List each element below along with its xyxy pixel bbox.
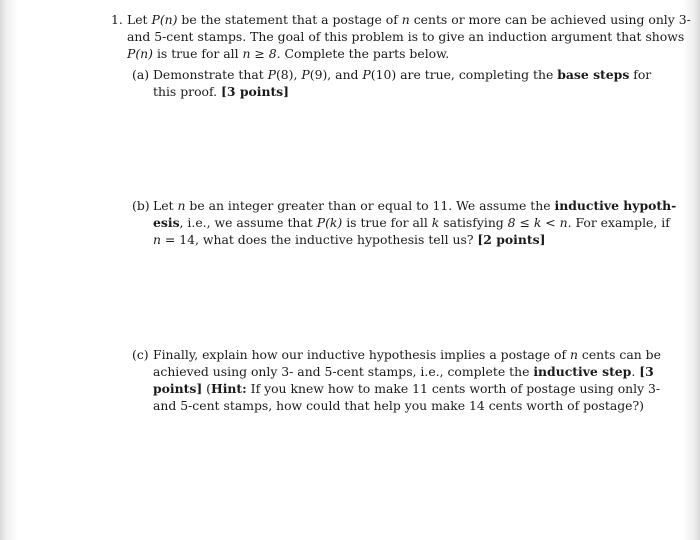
math-expression: n <box>569 347 578 362</box>
part-b-label: (b) <box>132 198 150 213</box>
math-expression: P <box>301 67 310 82</box>
emphasis-text: inductive step <box>533 364 632 379</box>
math-expression: P <box>267 67 276 82</box>
math-expression: P(n) <box>151 12 178 27</box>
emphasis-text: esis <box>153 215 180 230</box>
part-a-label: (a) <box>132 67 150 82</box>
part-b-line: Let n be an integer greater than or equal to 11. We assume the inductive hypoth- <box>153 198 677 213</box>
problem-number: 1. <box>111 12 123 27</box>
emphasis-text: Hint: <box>211 381 247 396</box>
emphasis-text: inductive hypoth- <box>554 198 677 213</box>
math-expression: n <box>153 232 161 247</box>
math-expression: n <box>401 12 410 27</box>
part-c-line: points] (Hint: If you knew how to make 11 cents worth of postage using only 3- <box>153 381 661 396</box>
math-expression: P <box>362 67 371 82</box>
part-c-line: achieved using only 3- and 5-cent stamps, i.e., complete the inductive step. [3 <box>153 364 654 379</box>
problem-intro-line: P(n) is true for all n ≥ 8. Complete the parts below. <box>127 46 450 61</box>
part-c-line: and 5-cent stamps, how could that help you make 14 cents worth of postage?) <box>153 398 644 413</box>
part-a-line: this proof. [3 points] <box>153 84 290 99</box>
math-expression: P(k) <box>316 215 343 230</box>
math-expression: n <box>177 198 186 213</box>
math-expression: P(n) <box>127 46 153 61</box>
part-b-line: n = 14, what does the inductive hypothesis tell us? [2 points] <box>153 232 546 247</box>
emphasis-text: points] <box>153 381 203 396</box>
part-c-line: Finally, explain how our inductive hypothesis implies a postage of n cents can be <box>153 347 661 362</box>
part-a-line: Demonstrate that P(8), P(9), and P(10) are true, completing the base steps for <box>153 67 652 82</box>
problem-intro-line: Let P(n) be the statement that a postage of n cents or more can be achieved using only 3- <box>127 12 691 27</box>
math-expression: 8 ≤ k < n <box>507 215 568 230</box>
emphasis-text: base steps <box>557 67 630 82</box>
math-expression: k <box>431 215 440 230</box>
part-b-line: esis, i.e., we assume that P(k) is true for all k satisfying 8 ≤ k < n. For example, if <box>153 215 670 230</box>
emphasis-text: [3 points] <box>221 84 290 99</box>
emphasis-text: [2 points] <box>477 232 546 247</box>
problem-intro-line: and 5-cent stamps. The goal of this problem is to give an induction argument that shows <box>127 29 685 44</box>
math-expression: n ≥ 8 <box>242 46 277 61</box>
part-c-label: (c) <box>132 347 149 362</box>
emphasis-text: [3 <box>639 364 654 379</box>
